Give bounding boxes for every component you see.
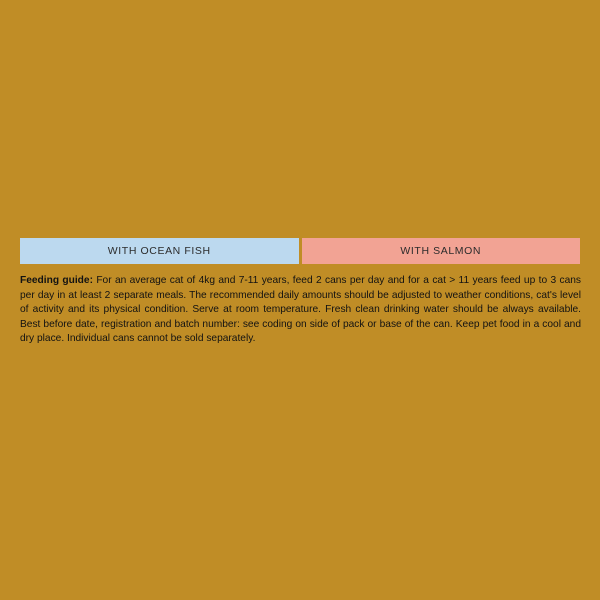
variant-bar xyxy=(20,238,580,264)
feeding-guide-heading: Feeding guide: xyxy=(20,275,93,286)
variant-label: WITH OCEAN FISH xyxy=(107,245,211,257)
feeding-guide-text: For an average cat of 4kg and 7-11 years, feed 2 cans per day and for a cat > 11 years feed up to 3 cans per day in at least 2 separate meals. The recommended daily amounts should be adjusted to weather conditions, cat's level of activity and its physical condition. Serve at room temperature. Fresh clean drinking water should be always available. Best before date, registration and batch number: see coding on side of pack or base of the can. Keep pet food in a cool and dry place. Individual cans cannot be sold separately. xyxy=(20,275,581,345)
variant-label: WITH SALMON xyxy=(400,245,482,257)
variant-tag-salmon[interactable] xyxy=(302,238,581,264)
feeding-guide xyxy=(20,274,581,347)
variant-tag-ocean-fish[interactable] xyxy=(20,238,299,264)
